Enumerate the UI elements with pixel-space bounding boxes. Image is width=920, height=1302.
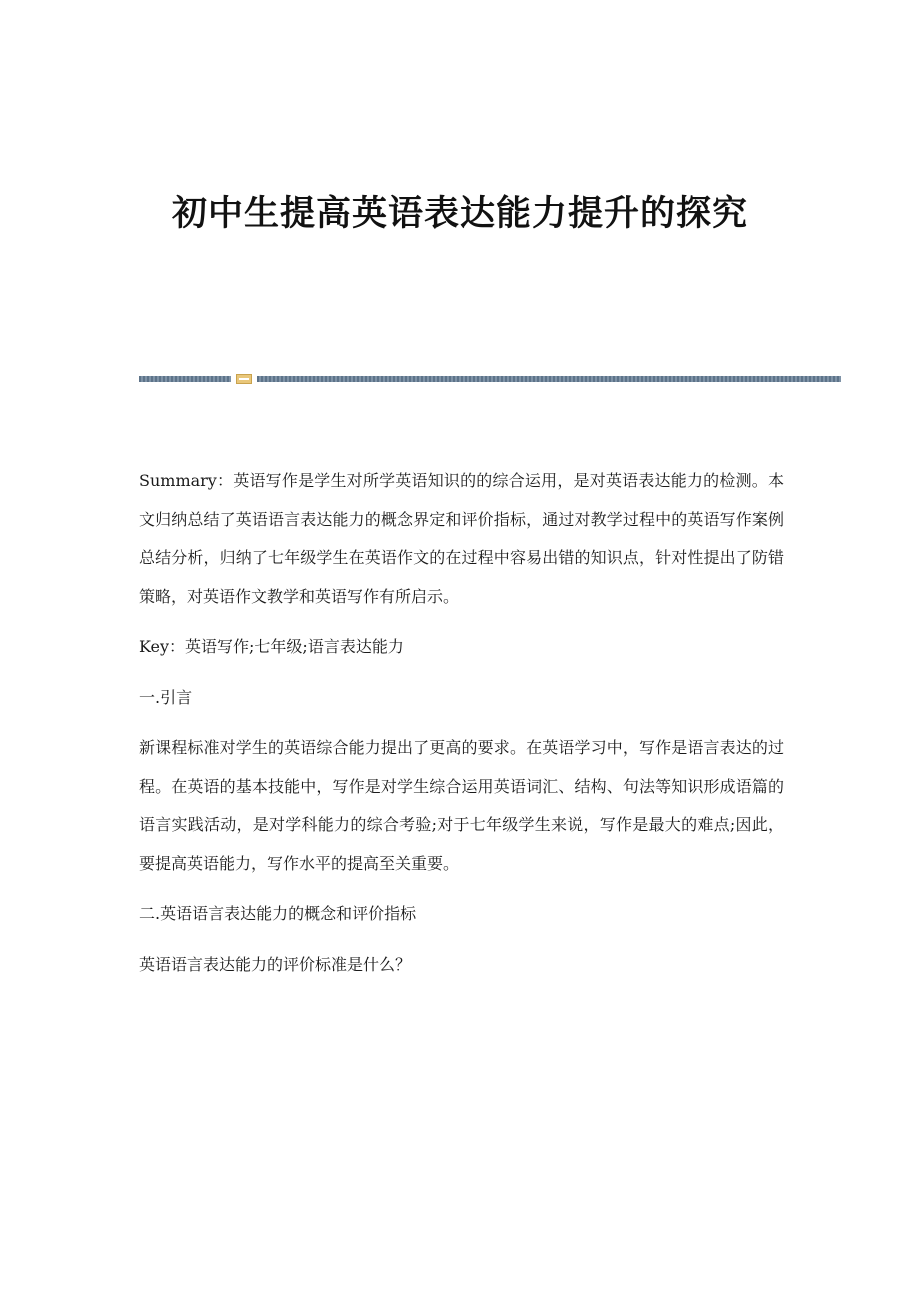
summary-paragraph: Summary：英语写作是学生对所学英语知识的的综合运用，是对英语表达能力的检测。本文归纳总结了英语语言表达能力的概念界定和评价指标，通过对教学过程中的英语写作案例总结分析，归纳了七年级学生在英语作文的在过程中容易出错的知识点，针对性提出了防错策略，对英语作文教学和英语写作有所启示。 (139, 471, 784, 606)
title-divider (139, 374, 841, 384)
divider-bar-right (257, 376, 841, 382)
intro-paragraph: 新课程标准对学生的英语综合能力提出了更高的要求。在英语学习中，写作是语言表达的过程。在英语的基本技能中，写作是对学生综合运用英语词汇、结构、句法等知识形成语篇的语言实践活动，是对学科能力的综合考验;对于七年级学生来说，写作是最大的难点;因此，要提高英语能力，写作水平的提高至关重要。 (139, 738, 784, 873)
keywords-paragraph: Key：英语写作;七年级;语言表达能力 (139, 637, 404, 656)
envelope-icon (236, 374, 252, 384)
question-paragraph: 英语语言表达能力的评价标准是什么？ (139, 954, 412, 974)
section-heading-concepts: 二.英语语言表达能力的概念和评价指标 (139, 904, 417, 923)
document-title: 初中生提高英语表达能力提升的探究 (171, 194, 748, 234)
divider-bar-left (139, 376, 231, 382)
section-heading-intro: 一.引言 (139, 687, 193, 707)
document-body (139, 462, 784, 996)
